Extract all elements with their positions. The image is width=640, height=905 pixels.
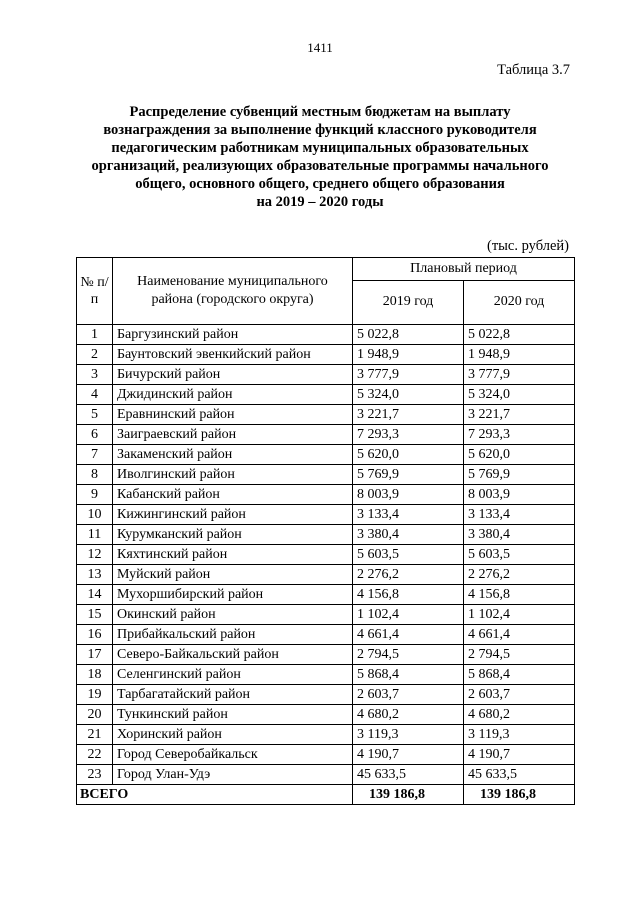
table-row xyxy=(77,705,575,725)
row-value-2019: 5 769,9 xyxy=(353,465,464,485)
row-value-2020: 4 156,8 xyxy=(464,585,575,605)
row-district-name: Город Северобайкальск xyxy=(113,745,353,765)
page-number: 1411 xyxy=(307,40,333,55)
row-district-name: Баунтовский эвенкийский район xyxy=(113,345,353,365)
row-district-name: Селенгинский район xyxy=(113,665,353,685)
row-value-2019: 45 633,5 xyxy=(353,765,464,785)
header-year-2019: 2019 год xyxy=(353,280,464,324)
row-value-2020: 4 661,4 xyxy=(464,625,575,645)
row-district-name: Иволгинский район xyxy=(113,465,353,485)
header-period: Плановый период xyxy=(353,258,575,281)
row-district-name: Джидинский район xyxy=(113,385,353,405)
row-value-2020: 3 777,9 xyxy=(464,365,575,385)
row-number: 20 xyxy=(77,705,113,725)
row-number: 23 xyxy=(77,765,113,785)
row-number: 4 xyxy=(77,385,113,405)
row-value-2019: 3 777,9 xyxy=(353,365,464,385)
row-value-2020: 5 620,0 xyxy=(464,445,575,465)
table-row xyxy=(77,525,575,545)
row-value-2020: 7 293,3 xyxy=(464,425,575,445)
row-value-2019: 4 680,2 xyxy=(353,705,464,725)
row-district-name: Мухоршибирский район xyxy=(113,585,353,605)
row-district-name: Прибайкальский район xyxy=(113,625,353,645)
row-value-2020: 5 868,4 xyxy=(464,665,575,685)
table-row xyxy=(77,365,575,385)
row-district-name: Муйский район xyxy=(113,565,353,585)
table-row xyxy=(77,725,575,745)
row-number: 14 xyxy=(77,585,113,605)
row-number: 3 xyxy=(77,365,113,385)
row-value-2020: 1 948,9 xyxy=(464,345,575,365)
table-label: Таблица 3.7 xyxy=(497,62,570,78)
row-value-2019: 2 276,2 xyxy=(353,565,464,585)
row-number: 21 xyxy=(77,725,113,745)
row-district-name: Бичурский район xyxy=(113,365,353,385)
row-number: 8 xyxy=(77,465,113,485)
row-district-name: Закаменский район xyxy=(113,445,353,465)
row-number: 19 xyxy=(77,685,113,705)
header-row xyxy=(77,258,575,281)
row-value-2020: 4 680,2 xyxy=(464,705,575,725)
table-row xyxy=(77,685,575,705)
row-number: 12 xyxy=(77,545,113,565)
table-row xyxy=(77,605,575,625)
row-value-2020: 3 133,4 xyxy=(464,505,575,525)
row-district-name: Тункинский район xyxy=(113,705,353,725)
row-district-name: Кабанский район xyxy=(113,485,353,505)
row-value-2019: 3 133,4 xyxy=(353,505,464,525)
row-number: 18 xyxy=(77,665,113,685)
header-name: Наименование муниципального района (городского округа) xyxy=(113,258,353,325)
table-row xyxy=(77,465,575,485)
row-value-2020: 5 603,5 xyxy=(464,545,575,565)
row-value-2019: 5 022,8 xyxy=(353,325,464,345)
row-number: 22 xyxy=(77,745,113,765)
row-value-2020: 5 769,9 xyxy=(464,465,575,485)
row-value-2019: 4 156,8 xyxy=(353,585,464,605)
table-row xyxy=(77,345,575,365)
row-district-name: Хоринский район xyxy=(113,725,353,745)
row-value-2019: 1 948,9 xyxy=(353,345,464,365)
total-2020: 139 186,8 xyxy=(464,785,575,805)
row-value-2019: 2 794,5 xyxy=(353,645,464,665)
header-num: № п/п xyxy=(77,258,113,325)
total-label: ВСЕГО xyxy=(77,785,353,805)
table-body xyxy=(77,325,575,785)
units-label: (тыс. рублей) xyxy=(487,238,569,254)
row-value-2020: 1 102,4 xyxy=(464,605,575,625)
row-district-name: Курумканский район xyxy=(113,525,353,545)
row-value-2019: 3 221,7 xyxy=(353,405,464,425)
table-row xyxy=(77,565,575,585)
row-number: 6 xyxy=(77,425,113,445)
row-number: 5 xyxy=(77,405,113,425)
row-district-name: Кяхтинский район xyxy=(113,545,353,565)
title-line: Распределение субвенций местным бюджетам на выплату xyxy=(129,104,511,120)
row-district-name: Еравнинский район xyxy=(113,405,353,425)
subsidy-table xyxy=(76,257,575,805)
row-number: 1 xyxy=(77,325,113,345)
table-row xyxy=(77,745,575,765)
row-number: 17 xyxy=(77,645,113,665)
row-number: 13 xyxy=(77,565,113,585)
row-district-name: Заиграевский район xyxy=(113,425,353,445)
row-number: 7 xyxy=(77,445,113,465)
table-row xyxy=(77,425,575,445)
row-value-2020: 5 324,0 xyxy=(464,385,575,405)
table-row xyxy=(77,445,575,465)
row-value-2020: 4 190,7 xyxy=(464,745,575,765)
table-row xyxy=(77,665,575,685)
row-district-name: Окинский район xyxy=(113,605,353,625)
row-number: 15 xyxy=(77,605,113,625)
row-value-2020: 5 022,8 xyxy=(464,325,575,345)
row-number: 10 xyxy=(77,505,113,525)
title-line: педагогическим работникам муниципальных образовательных xyxy=(111,140,529,156)
total-row xyxy=(77,785,575,805)
total-2019: 139 186,8 xyxy=(353,785,464,805)
table-row xyxy=(77,585,575,605)
row-value-2020: 2 603,7 xyxy=(464,685,575,705)
row-value-2019: 5 868,4 xyxy=(353,665,464,685)
table-row xyxy=(77,545,575,565)
table-row xyxy=(77,505,575,525)
row-value-2020: 2 276,2 xyxy=(464,565,575,585)
table-row xyxy=(77,625,575,645)
row-value-2019: 5 603,5 xyxy=(353,545,464,565)
row-number: 16 xyxy=(77,625,113,645)
row-value-2019: 3 119,3 xyxy=(353,725,464,745)
row-district-name: Кижингинский район xyxy=(113,505,353,525)
title-line: вознаграждения за выполнение функций классного руководителя xyxy=(103,122,537,138)
row-number: 9 xyxy=(77,485,113,505)
row-value-2019: 4 190,7 xyxy=(353,745,464,765)
row-district-name: Город Улан-Удэ xyxy=(113,765,353,785)
table-row xyxy=(77,645,575,665)
table-row xyxy=(77,385,575,405)
row-district-name: Тарбагатайский район xyxy=(113,685,353,705)
row-value-2020: 8 003,9 xyxy=(464,485,575,505)
row-value-2019: 2 603,7 xyxy=(353,685,464,705)
document-title xyxy=(60,103,580,211)
table-row xyxy=(77,405,575,425)
row-value-2020: 3 380,4 xyxy=(464,525,575,545)
row-value-2019: 8 003,9 xyxy=(353,485,464,505)
row-value-2019: 7 293,3 xyxy=(353,425,464,445)
row-value-2019: 5 620,0 xyxy=(353,445,464,465)
row-number: 2 xyxy=(77,345,113,365)
title-line: на 2019 – 2020 годы xyxy=(256,194,384,210)
row-number: 11 xyxy=(77,525,113,545)
title-line: общего, основного общего, среднего общего образования xyxy=(135,176,505,192)
table-row xyxy=(77,765,575,785)
row-value-2019: 1 102,4 xyxy=(353,605,464,625)
row-value-2020: 2 794,5 xyxy=(464,645,575,665)
row-value-2019: 4 661,4 xyxy=(353,625,464,645)
row-value-2020: 3 119,3 xyxy=(464,725,575,745)
row-district-name: Северо-Байкальский район xyxy=(113,645,353,665)
row-value-2020: 3 221,7 xyxy=(464,405,575,425)
row-value-2019: 5 324,0 xyxy=(353,385,464,405)
table-row xyxy=(77,485,575,505)
row-value-2020: 45 633,5 xyxy=(464,765,575,785)
row-district-name: Баргузинский район xyxy=(113,325,353,345)
row-value-2019: 3 380,4 xyxy=(353,525,464,545)
table-row xyxy=(77,325,575,345)
header-year-2020: 2020 год xyxy=(464,280,575,324)
title-line: организаций, реализующих образовательные программы начального xyxy=(91,158,549,174)
